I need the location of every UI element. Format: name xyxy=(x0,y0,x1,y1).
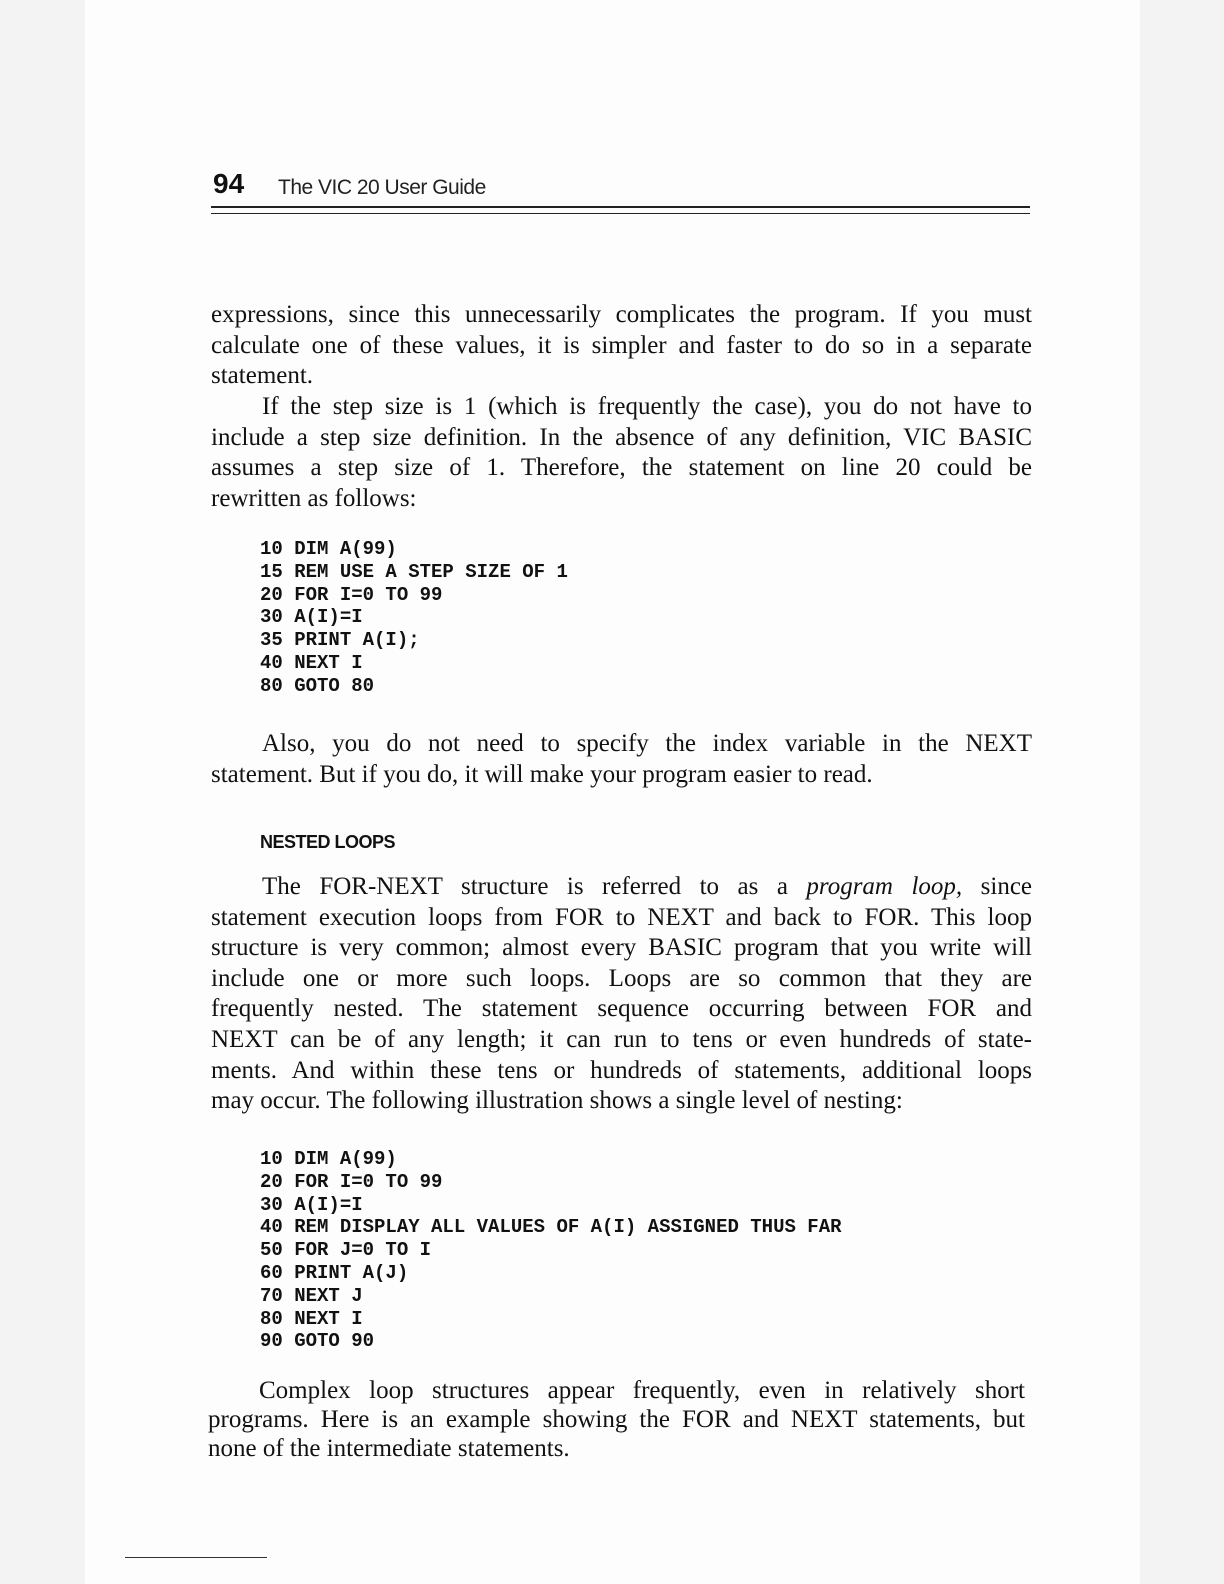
text-run: The FOR-NEXT structure is referred to as a xyxy=(262,873,807,900)
text-line: If the step size is 1 (which is frequently the case), you do not have to xyxy=(262,393,1032,420)
text-line: statement. But if you do, it will make your program easier to read. xyxy=(211,760,873,788)
paragraph-5 xyxy=(208,1376,1025,1463)
page-number: 94 xyxy=(213,168,245,199)
paragraph-2 xyxy=(211,392,1032,514)
code-line: 10 DIM A(99) xyxy=(260,538,397,560)
text-line: Complex loop structures appear frequently, even in relatively short xyxy=(259,1377,1025,1404)
code-line: 50 FOR J=0 TO I xyxy=(260,1239,432,1262)
header-rule-bottom xyxy=(211,213,1030,214)
code-listing-1 xyxy=(260,538,568,698)
paragraph-3 xyxy=(211,729,1032,790)
code-line: 35 PRINT A(I); xyxy=(260,629,420,652)
code-line: 15 REM USE A STEP SIZE OF 1 xyxy=(260,560,568,583)
text-line: none of the intermediate statements. xyxy=(208,1435,570,1462)
code-line: 70 NEXT J xyxy=(260,1284,363,1307)
text-line: programs. Here is an example showing the FOR and NEXT statements, but xyxy=(208,1406,1025,1433)
code-line: 40 NEXT I xyxy=(260,651,363,674)
code-line: 80 GOTO 80 xyxy=(260,674,375,697)
code-line: 10 DIM A(99) xyxy=(260,1148,397,1170)
code-line: 40 REM DISPLAY ALL VALUES OF A(I) ASSIGNED THUS FAR xyxy=(260,1216,842,1239)
code-line: 60 PRINT A(J) xyxy=(260,1261,409,1284)
code-line: 20 FOR I=0 TO 99 xyxy=(260,583,443,606)
footnote-rule xyxy=(125,1557,267,1558)
text-line: include one or more such loops. Loops are so common that they are xyxy=(211,964,1032,992)
code-line: 20 FOR I=0 TO 99 xyxy=(260,1170,443,1193)
code-line: 30 A(I)=I xyxy=(260,1193,363,1216)
text-line: NEXT can be of any length; it can run to tens or even hundreds of state- xyxy=(211,1025,1032,1053)
paragraph-1 xyxy=(211,300,1032,392)
text-line: Also, you do not need to specify the index variable in the NEXT xyxy=(262,730,1032,757)
text-line: may occur. The following illustration shows a single level of nesting: xyxy=(211,1087,903,1115)
code-line: 80 NEXT I xyxy=(260,1307,363,1330)
text-line: statement. xyxy=(211,362,314,390)
text-line xyxy=(211,872,1032,903)
section-heading: NESTED LOOPS xyxy=(260,832,396,852)
text-line: structure is very common; almost every BASIC program that you write will xyxy=(211,934,1032,962)
running-title: The VIC 20 User Guide xyxy=(278,176,486,199)
paragraph-4 xyxy=(211,872,1032,1117)
text-line: assumes a step size of 1. Therefore, the statement on line 20 could be xyxy=(211,454,1032,482)
text-line: statement execution loops from FOR to NEXT and back to FOR. This loop xyxy=(211,903,1032,931)
text-line: frequently nested. The statement sequence occurring between FOR and xyxy=(211,995,1032,1023)
italic-term: program loop, xyxy=(806,873,963,900)
text-run: since xyxy=(962,873,1033,900)
header-rule-top xyxy=(211,206,1030,208)
code-line: 90 GOTO 90 xyxy=(260,1330,375,1353)
text-line: ments. And within these tens or hundreds of statements, additional loops xyxy=(211,1056,1032,1084)
text-line: expressions, since this unnecessarily complicates the program. If you must xyxy=(211,301,1032,328)
code-line: 30 A(I)=I xyxy=(260,606,363,629)
text-line: calculate one of these values, it is simpler and faster to do so in a separate xyxy=(211,331,1032,359)
code-listing-2 xyxy=(260,1148,842,1353)
text-line: rewritten as follows: xyxy=(211,484,417,512)
text-line: include a step size definition. In the absence of any definition, VIC BASIC xyxy=(211,423,1032,451)
